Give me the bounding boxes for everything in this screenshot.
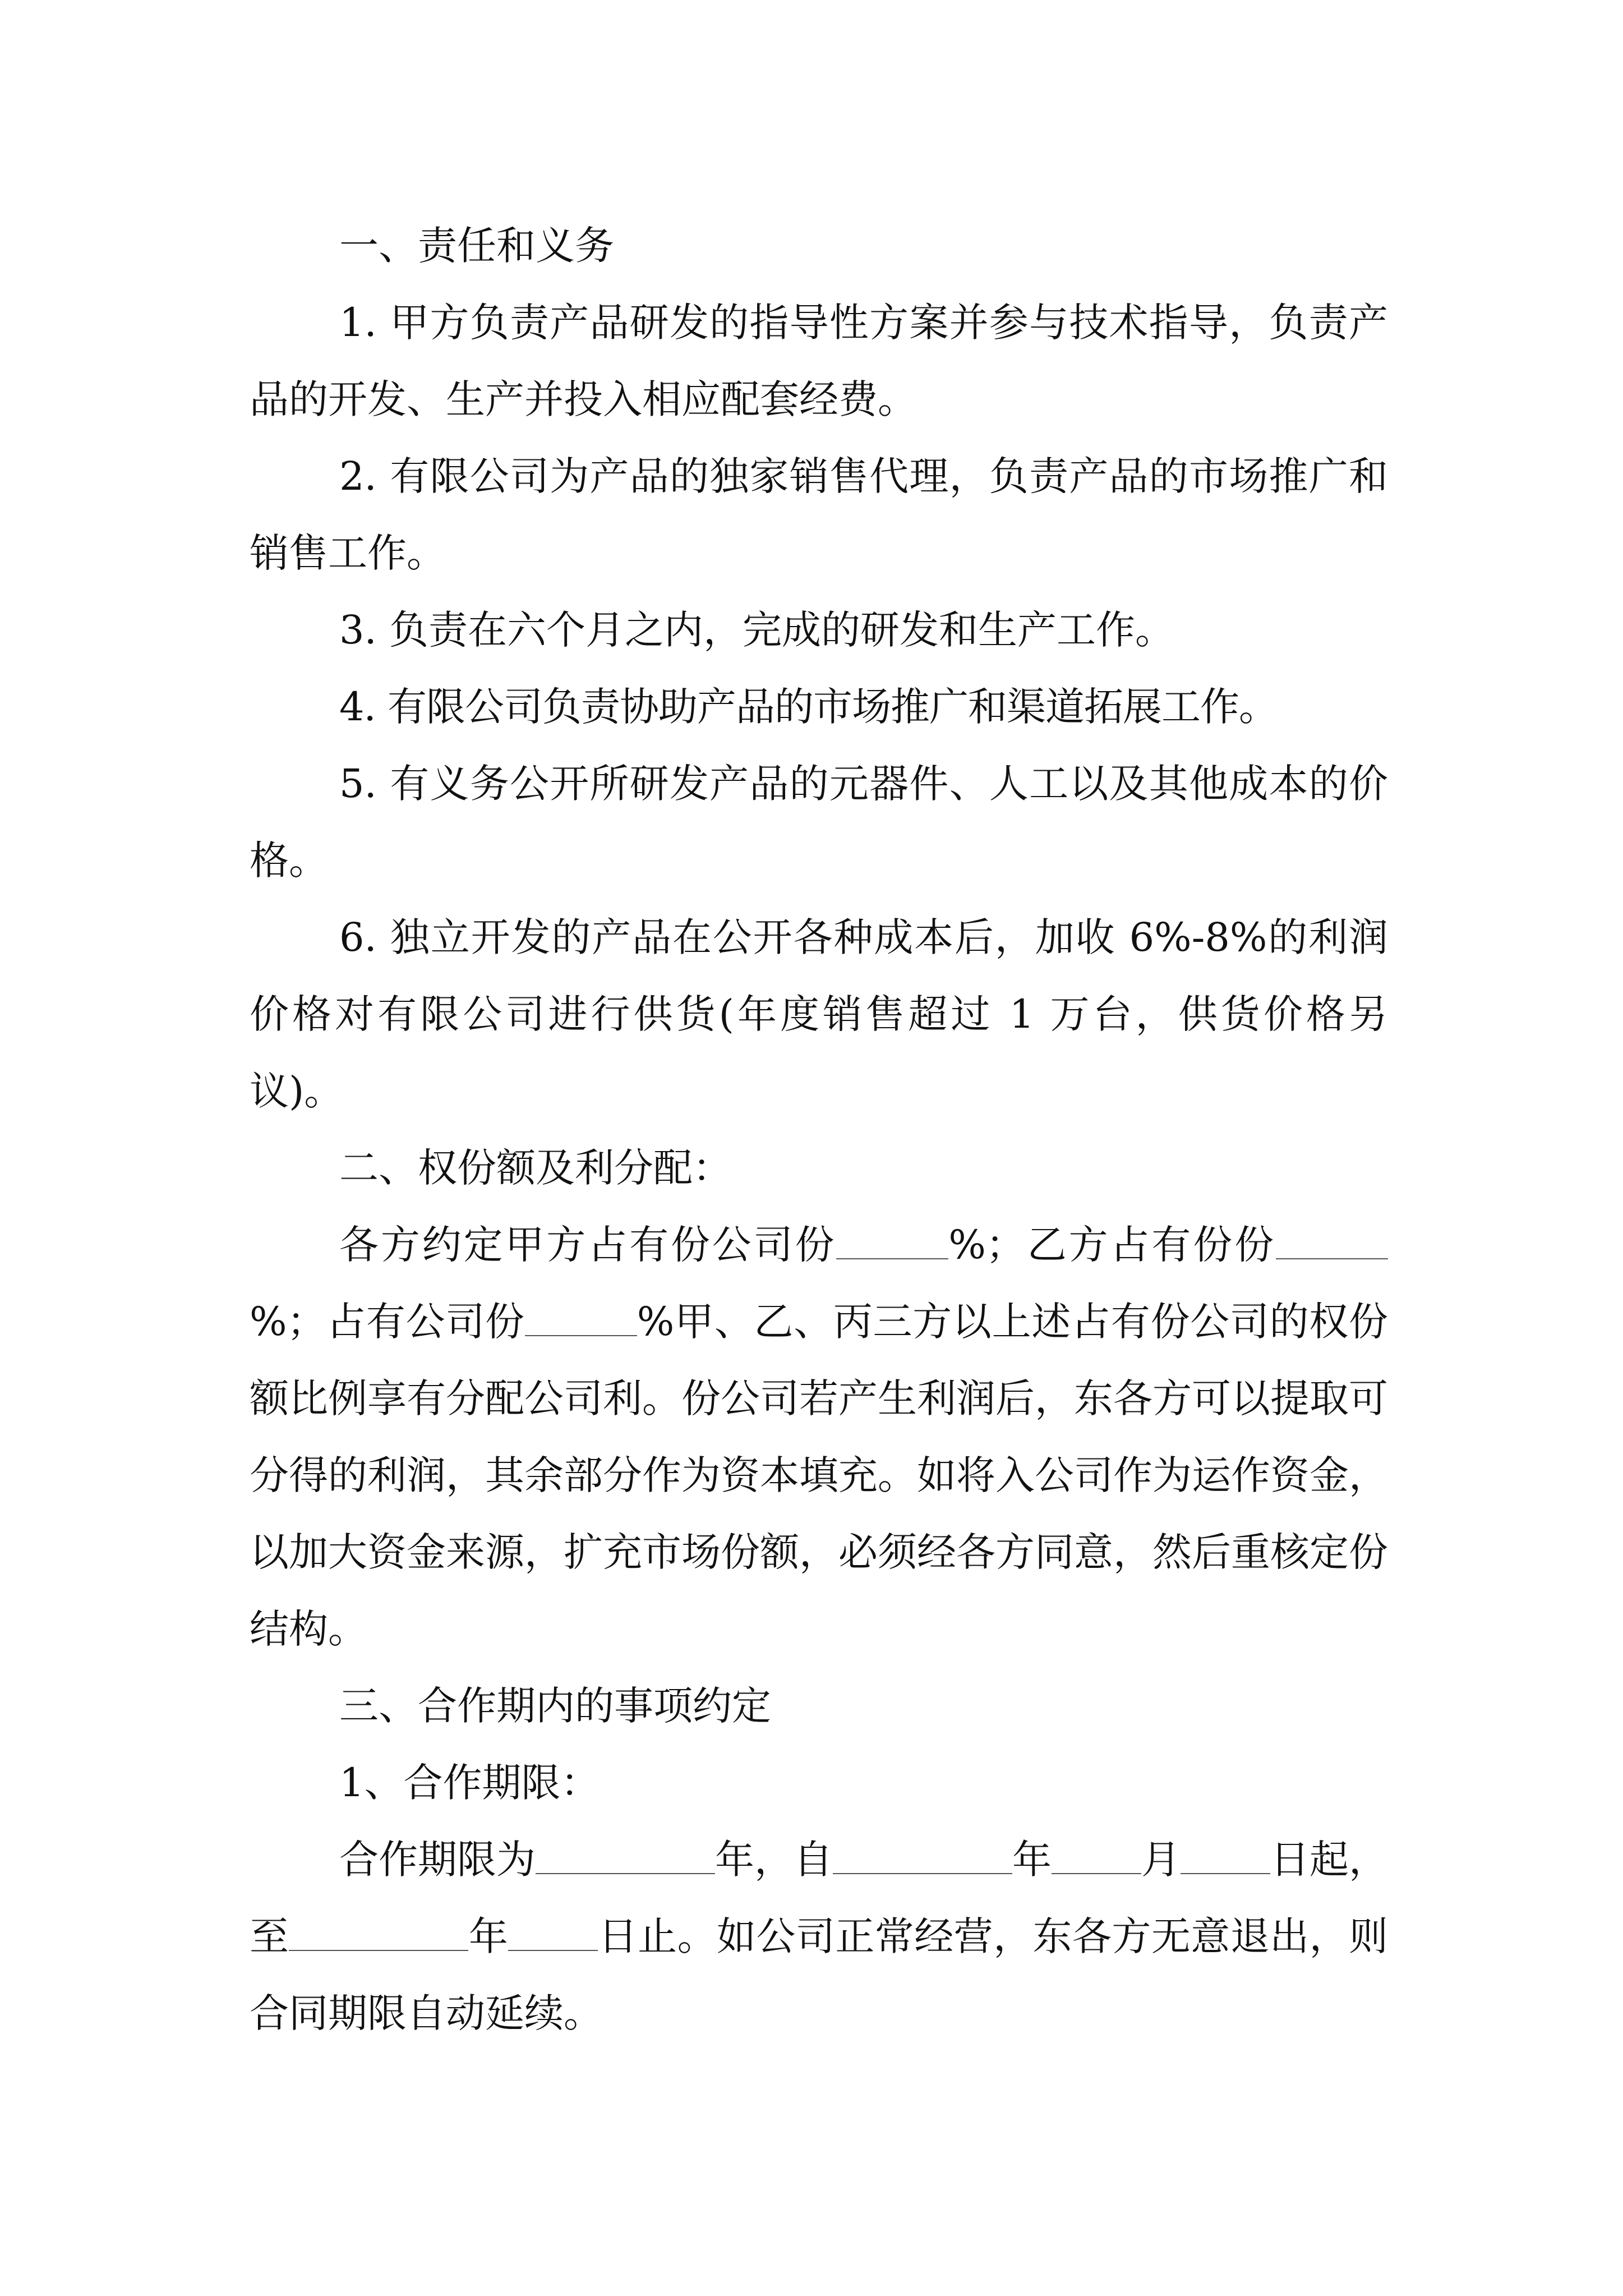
blank-term-years[interactable] — [536, 1839, 715, 1874]
term-text-d: 月 — [1141, 1837, 1181, 1883]
blank-end-day[interactable] — [508, 1916, 598, 1951]
section-heading-2: 二、权份额及利分配： — [339, 1145, 732, 1191]
blank-start-year[interactable] — [833, 1839, 1012, 1874]
clause-1-1: 1. 甲方负责产品研发的指导性方案并参与技术指导，负责产品的开发、生产并投入相应配套经费。 — [250, 300, 1388, 422]
section-heading-1: 一、责任和义务 — [339, 223, 614, 269]
term-paragraph — [250, 1821, 1388, 2052]
section-heading-3: 三、合作期内的事项约定 — [339, 1683, 771, 1729]
blank-party-c-share[interactable] — [525, 1301, 637, 1336]
term-text-e: 日起，至 — [250, 1837, 1388, 1959]
share-text-d: %甲、乙、丙三方以上述占有份公司的权份额比例享有分配公司利。份公司若产生利润后，东各方可以提取可分得的利润，其余部分作为资本填充。如将入公司作为运作资金，以加大资金来源，扩充市场份额，必须经各方同意，然后重核定份结构。 — [250, 1299, 1389, 1652]
blank-party-b-share[interactable] — [1276, 1225, 1388, 1259]
share-text-c: %；占有公司份 — [250, 1299, 525, 1345]
share-text-b: %；乙方占有份份 — [948, 1222, 1276, 1268]
clause-1-6: 6. 独立开发的产品在公开各种成本后，加收 6%-8%的利润价格对有限公司进行供货(年度销售超过 1 万台，供货价格另议)。 — [250, 914, 1388, 1114]
term-text-g: 日止。如公司正常经营，东各方无意退出，则合同期限自动延续。 — [250, 1913, 1389, 2036]
term-text-a: 合作期限为 — [339, 1837, 536, 1883]
blank-start-day[interactable] — [1181, 1839, 1270, 1874]
clause-1-2: 2. 有限公司为产品的独家销售代理，负责产品的市场推广和销售工作。 — [250, 453, 1388, 576]
clause-1-4: 4. 有限公司负责协助产品的市场推广和渠道拓展工作。 — [339, 684, 1278, 730]
blank-start-month[interactable] — [1052, 1839, 1141, 1874]
term-text-f: 年 — [468, 1913, 509, 1959]
blank-end-year[interactable] — [289, 1916, 468, 1951]
share-text-a: 各方约定甲方占有份公司份 — [339, 1222, 837, 1268]
clause-1-3: 3. 负责在六个月之内，完成的研发和生产工作。 — [339, 607, 1175, 653]
document-body — [250, 208, 1388, 2052]
blank-party-a-share[interactable] — [836, 1225, 948, 1259]
clause-1-5: 5. 有义务公开所研发产品的元器件、人工以及其他成本的价格。 — [250, 761, 1388, 884]
term-text-b: 年，自 — [715, 1837, 833, 1883]
clause-3-1: 1、合作期限： — [339, 1760, 600, 1806]
term-text-c: 年 — [1012, 1837, 1052, 1883]
share-distribution-paragraph — [250, 1207, 1388, 1668]
